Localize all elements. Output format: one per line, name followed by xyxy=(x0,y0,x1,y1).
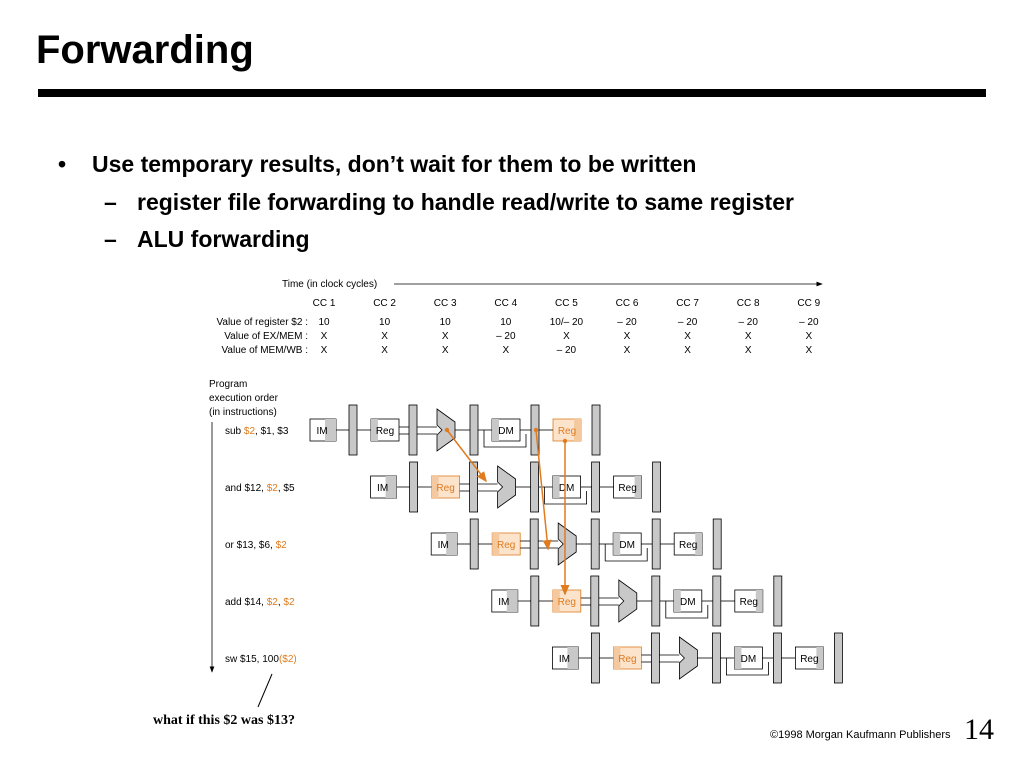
pipeline-register xyxy=(410,462,418,512)
pipeline-register xyxy=(470,405,478,455)
sub-bullet-marker: – xyxy=(104,226,117,252)
instruction-text: or $13, $6, xyxy=(225,540,276,551)
pipeline-row xyxy=(492,576,782,626)
pipeline-register xyxy=(651,633,659,683)
alu-stage xyxy=(498,466,516,508)
sub-bullet-text: ALU forwarding xyxy=(137,226,310,252)
program-order-label: (in instructions) xyxy=(209,407,277,418)
instruction-text: and $12, xyxy=(225,483,267,494)
reg-read-label: Reg xyxy=(497,540,516,551)
pipeline-register xyxy=(530,519,538,569)
highlighted-register: $2 xyxy=(275,540,287,551)
value-cell: X xyxy=(623,331,631,342)
cycle-label: CC 4 xyxy=(494,298,518,309)
cycle-label: CC 2 xyxy=(373,298,396,309)
value-cell: – 20 xyxy=(556,345,577,356)
value-cell: – 20 xyxy=(738,317,758,328)
instruction-label xyxy=(225,654,297,665)
value-cell: – 20 xyxy=(677,317,698,328)
bullet-text: Use temporary results, don’t wait for them to be written xyxy=(92,151,697,177)
value-cell: – 20 xyxy=(496,331,516,342)
value-row-label: Value of register $2 : xyxy=(216,317,308,328)
program-order-label: Program xyxy=(209,379,248,390)
value-cell: X xyxy=(320,331,328,342)
pipeline-register xyxy=(712,633,720,683)
pipeline-register xyxy=(591,576,599,626)
reg-read-label: Reg xyxy=(618,654,637,665)
reg-write-label: Reg xyxy=(739,597,758,608)
pipeline-register xyxy=(409,405,417,455)
pipeline-register xyxy=(531,462,539,512)
highlighted-register: $2 xyxy=(243,426,256,437)
footer-question: what if this $2 was $13? xyxy=(153,713,295,728)
reg-read-label: Reg xyxy=(375,426,395,437)
value-row-label: Value of MEM/WB : xyxy=(221,345,308,356)
cycle-label: CC 7 xyxy=(676,298,699,309)
value-cell: X xyxy=(563,331,570,342)
dm-label: DM xyxy=(740,654,757,665)
alu-stage xyxy=(619,580,637,622)
value-cell: X xyxy=(684,345,691,356)
pipeline-row xyxy=(552,633,842,683)
pipeline-row xyxy=(431,519,721,569)
value-cell: X xyxy=(744,331,752,342)
reg-read-label: Reg xyxy=(557,597,576,608)
pipeline-register xyxy=(713,519,721,569)
reg-read-label: Reg xyxy=(436,483,455,494)
dm-label: DM xyxy=(619,540,635,551)
highlighted-register: ($2) xyxy=(278,654,297,665)
slide-title: Forwarding xyxy=(36,28,254,72)
im-label: IM xyxy=(377,483,389,494)
value-row-label: Value of EX/MEM : xyxy=(224,331,308,342)
value-cell: X xyxy=(684,331,691,342)
value-cell: X xyxy=(381,331,388,342)
pipeline-register xyxy=(591,519,599,569)
pipeline-register xyxy=(531,576,539,626)
forwarding-node xyxy=(563,439,567,443)
im-label: IM xyxy=(498,597,510,608)
instruction-text: sw $15, 100 xyxy=(225,654,279,665)
pipeline-row xyxy=(310,405,600,455)
value-cell: 10 xyxy=(439,317,451,328)
value-cell: X xyxy=(623,345,631,356)
highlighted-register: $2 xyxy=(266,483,278,494)
pipeline-register xyxy=(713,576,721,626)
instruction-text: , xyxy=(277,597,284,608)
pipeline-register xyxy=(592,405,600,455)
value-cell: X xyxy=(502,345,510,356)
value-cell: X xyxy=(805,331,813,342)
im-label: IM xyxy=(437,540,449,551)
pipeline-register xyxy=(591,633,599,683)
instruction-text: sub xyxy=(225,426,244,437)
sub-bullet-marker: – xyxy=(104,189,117,215)
pipeline-register xyxy=(470,519,478,569)
pipeline-register xyxy=(652,576,660,626)
value-cell: – 20 xyxy=(617,317,637,328)
highlighted-register: $2 xyxy=(283,597,295,608)
value-cell: – 20 xyxy=(799,317,819,328)
pipeline-register xyxy=(834,633,842,683)
reg-write-label: Reg xyxy=(800,654,819,665)
cycle-label: CC 3 xyxy=(433,298,457,309)
value-cell: X xyxy=(441,345,449,356)
dm-label: DM xyxy=(680,597,696,608)
instruction-label xyxy=(225,426,289,437)
pipeline-row xyxy=(371,462,661,512)
sub-bullet-text: register file forwarding to handle read/write to same register xyxy=(137,189,794,215)
program-order-label: execution order xyxy=(209,393,278,404)
instruction-label xyxy=(225,540,287,551)
pipeline-register xyxy=(652,519,660,569)
value-cell: 10 xyxy=(379,317,391,328)
instruction-text: , $1, $3 xyxy=(255,426,289,437)
pipeline-register xyxy=(653,462,661,512)
page-number: 14 xyxy=(964,713,994,746)
bullet-marker: • xyxy=(58,151,67,177)
instruction-label xyxy=(225,483,295,494)
cycle-label: CC 8 xyxy=(736,298,760,309)
value-cell: 10 xyxy=(318,317,330,328)
forwarding-node xyxy=(445,428,449,432)
callout-line xyxy=(258,674,272,707)
forwarding-node xyxy=(534,428,538,432)
instruction-text: , $5 xyxy=(277,483,295,494)
pipeline-register xyxy=(592,462,600,512)
value-cell: 10/– 20 xyxy=(549,317,584,328)
cycle-label: CC 9 xyxy=(797,298,821,309)
copyright-notice: ©1998 Morgan Kaufmann Publishers xyxy=(770,729,951,741)
instruction-label xyxy=(225,597,295,608)
time-axis-label: Time (in clock cycles) xyxy=(282,279,378,290)
value-cell: X xyxy=(441,331,449,342)
reg-write-label: Reg xyxy=(679,540,698,551)
cycle-label: CC 1 xyxy=(312,298,336,309)
pipeline-register xyxy=(773,633,781,683)
reg-write-label: Reg xyxy=(557,426,577,437)
dm-label: DM xyxy=(558,483,575,494)
dm-label: DM xyxy=(498,426,514,437)
value-cell: X xyxy=(381,345,388,356)
value-cell: X xyxy=(320,345,328,356)
reg-write-label: Reg xyxy=(618,483,637,494)
value-cell: X xyxy=(805,345,813,356)
value-cell: X xyxy=(744,345,752,356)
instruction-text: add $14, xyxy=(225,597,267,608)
highlighted-register: $2 xyxy=(266,597,278,608)
pipeline-register xyxy=(774,576,782,626)
cycle-label: CC 6 xyxy=(615,298,639,309)
cycle-label: CC 5 xyxy=(555,298,578,309)
alu-stage xyxy=(558,523,576,565)
alu-stage xyxy=(679,637,697,679)
value-cell: 10 xyxy=(500,317,512,328)
im-label: IM xyxy=(558,654,570,665)
forwarding-path-exmem xyxy=(447,430,486,481)
pipeline-register xyxy=(349,405,357,455)
im-label: IM xyxy=(316,426,328,437)
